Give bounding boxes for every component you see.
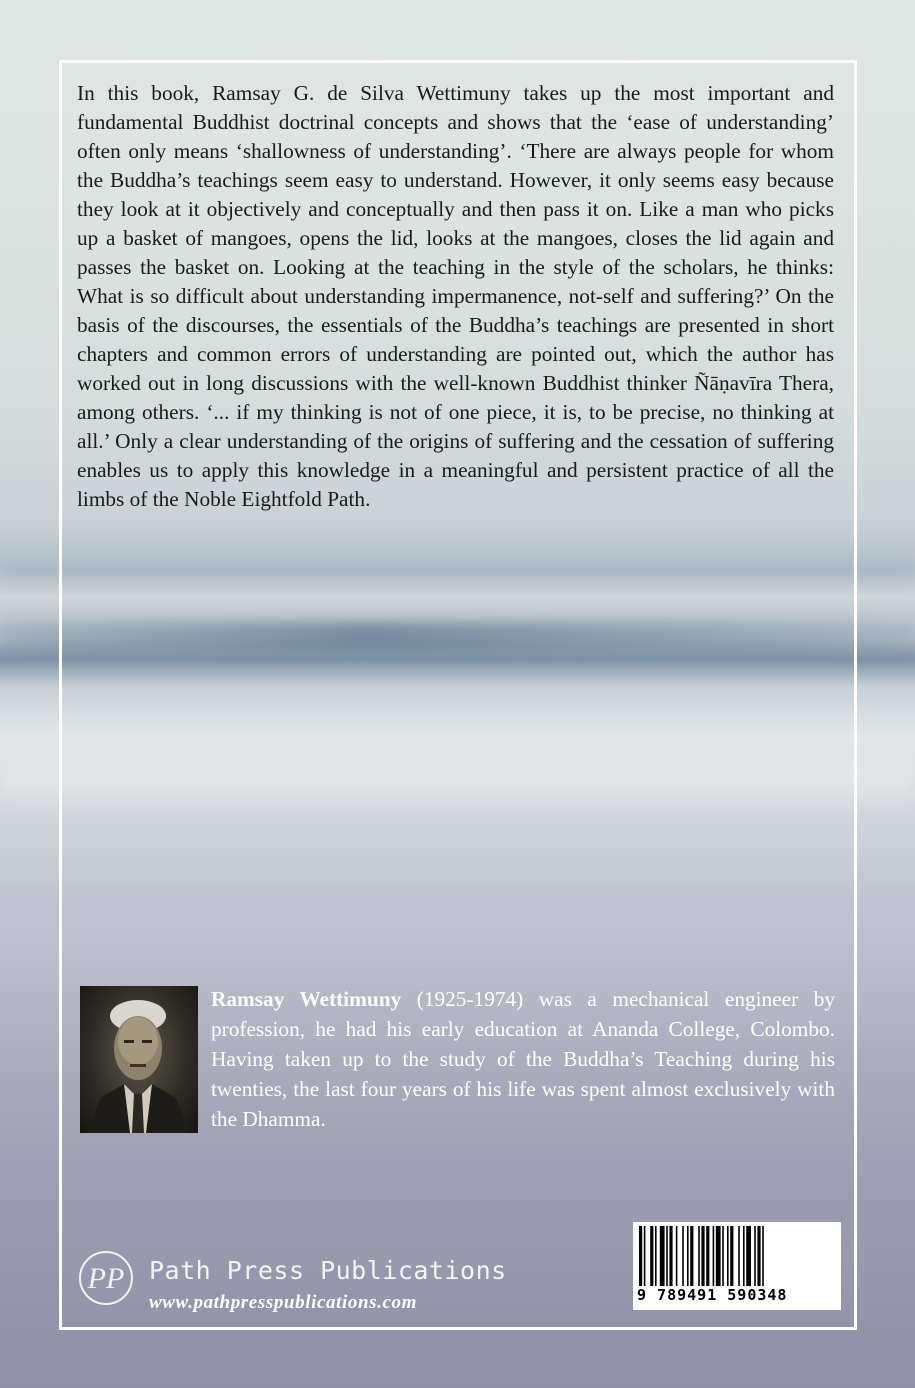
barcode-bar	[639, 1226, 642, 1286]
barcode-bar	[738, 1226, 740, 1286]
barcode-bar	[722, 1226, 724, 1286]
barcode-bar	[682, 1226, 684, 1286]
barcode-bar	[746, 1226, 751, 1286]
author-portrait	[80, 986, 198, 1133]
barcode-bar	[762, 1226, 764, 1286]
barcode-bar	[754, 1226, 756, 1286]
publisher-website[interactable]: www.pathpresspublications.com	[149, 1292, 417, 1313]
barcode-bar	[757, 1226, 760, 1286]
barcode-bar	[701, 1226, 704, 1286]
barcode-bar	[716, 1226, 721, 1286]
barcode-bar	[660, 1226, 665, 1286]
barcode-bar	[676, 1226, 678, 1286]
barcode-digits: 9 789491 590348	[637, 1286, 788, 1304]
barcode-bar	[687, 1226, 689, 1286]
publisher-name: Path Press Publications	[149, 1256, 507, 1285]
barcode-bar	[669, 1226, 672, 1286]
publisher-logo	[78, 1250, 134, 1306]
book-blurb: In this book, Ramsay G. de Silva Wettimuny takes up the most important and fundamental Buddhist doctrinal concepts and shows that the ‘ease of understanding’ often only means ‘shallowness of understanding’. ‘There are always people for whom the Buddha’s teachings seem easy to understand. However, it only seems easy because they look at it objectively and conceptually and then pass it on. Like a man who picks up a basket of mangoes, opens the lid, looks at the mangoes, closes the lid again and passes the basket on. Looking at the teaching in the style of the scholars, he thinks: What is so difficult about understanding impermanence, not-self and suffering?’ On the basis of the discourses, the essentials of the Buddha’s teachings are presented in short chapters and common errors of understanding are pointed out, which the author has worked out in long discussions with the well-known Buddhist thinker Ñāṇavīra Thera, among others. ‘... if my thinking is not of one piece, it is, to be precise, no thinking at all.’ Only a clear understanding of the origins of suffering and the cessation of suffering enables us to apply this knowledge in a meaningful and persistent practice of all the limbs of the Noble Eightfold Path.	[77, 81, 834, 511]
logo-letters: PP	[87, 1262, 125, 1295]
author-bio-text: (1925-1974) was a mechanical engineer by profession, he had his early education at Ananda College, Colombo. Having taken up to the study of the Buddha’s Teaching during his twenties, the last four years of his life was spent almost exclusively with the Dhamma.	[211, 987, 835, 1131]
author-bio	[211, 984, 835, 1134]
barcode-bar	[666, 1226, 668, 1286]
barcode-bar	[706, 1226, 709, 1286]
barcode-bar	[698, 1226, 700, 1286]
barcode-bar	[727, 1226, 729, 1286]
author-name: Ramsay Wettimuny	[211, 987, 402, 1011]
barcode-bar	[730, 1226, 733, 1286]
barcode-bar	[743, 1226, 745, 1286]
barcode-bar	[655, 1226, 657, 1286]
barcode-bar	[644, 1226, 646, 1286]
barcode-bar	[713, 1226, 715, 1286]
barcode-bar	[650, 1226, 653, 1286]
isbn-barcode	[633, 1222, 841, 1310]
barcode-bar	[690, 1226, 693, 1286]
